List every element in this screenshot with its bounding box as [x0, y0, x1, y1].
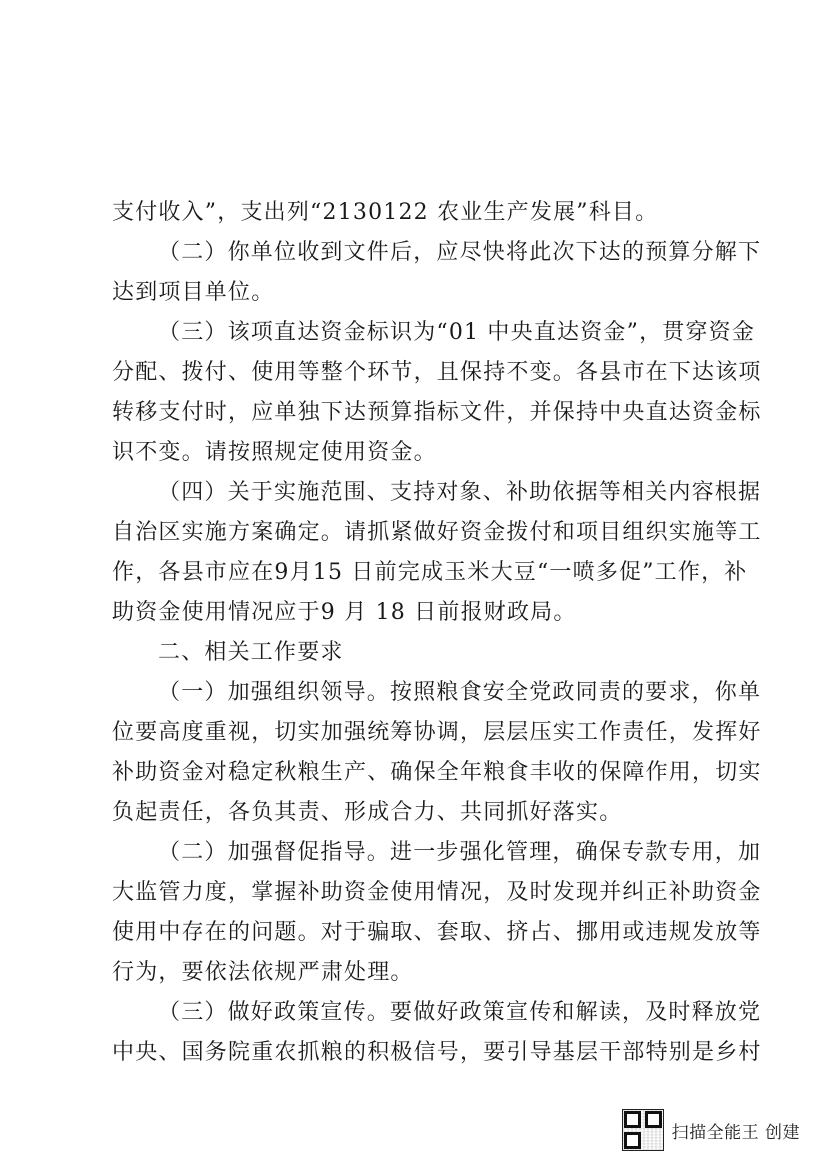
text-line: 使用中存在的问题。对于骗取、套取、挤占、挪用或违规发放等: [112, 920, 762, 945]
text-line: 识不变。请按照规定使用资金。: [112, 440, 437, 465]
text-line: 自治区实施方案确定。请抓紧做好资金拨付和项目组织实施等工: [112, 520, 762, 545]
text-line: 助资金使用情况应于9 月 18 日前报财政局。: [112, 600, 577, 625]
text-line: （二）你单位收到文件后，应尽快将此次下达的预算分解下: [158, 240, 762, 265]
text-line: 补助资金对稳定秋粮生产、确保全年粮食丰收的保障作用，切实: [112, 760, 762, 785]
brand-text: 扫描全能王 创建: [671, 1122, 800, 1143]
text-line: 大监管力度，掌握补助资金使用情况，及时发现并纠正补助资金: [112, 880, 762, 905]
qr-code-icon: [622, 1109, 664, 1151]
text-line: 达到项目单位。: [112, 280, 275, 305]
text-line: 支付收入”，支出列“2130122 农业生产发展”科目。: [112, 200, 659, 225]
text-line: （四）关于实施范围、支持对象、补助依据等相关内容根据: [158, 480, 762, 505]
text-line: 转移支付时，应单独下达预算指标文件，并保持中央直达资金标: [112, 400, 762, 425]
text-line: 分配、拨付、使用等整个环节，且保持不变。各县市在下达该项: [112, 360, 762, 385]
text-line: 负起责任，各负其责、形成合力、共同抓好落实。: [112, 800, 623, 825]
text-line: （一）加强组织领导。按照粮食安全党政同责的要求，你单: [158, 680, 762, 705]
text-line: 作，各县市应在9月15 日前完成玉米大豆“一喷多促”工作，补: [112, 560, 748, 585]
text-line: 行为，要依法依规严肃处理。: [112, 960, 414, 985]
scanner-watermark: [622, 1109, 800, 1151]
text-line: （二）加强督促指导。进一步强化管理，确保专款专用，加: [158, 840, 762, 865]
section-heading: 二、相关工作要求: [158, 640, 344, 665]
text-line: （三）该项直达资金标识为“01 中央直达资金”，贯穿资金: [158, 320, 756, 345]
text-line: （三）做好政策宣传。要做好政策宣传和解读，及时释放党: [158, 1000, 762, 1025]
text-line: 中央、国务院重农抓粮的积极信号，要引导基层干部特别是乡村: [112, 1040, 762, 1065]
text-line: 位要高度重视，切实加强统筹协调，层层压实工作责任，发挥好: [112, 720, 762, 745]
